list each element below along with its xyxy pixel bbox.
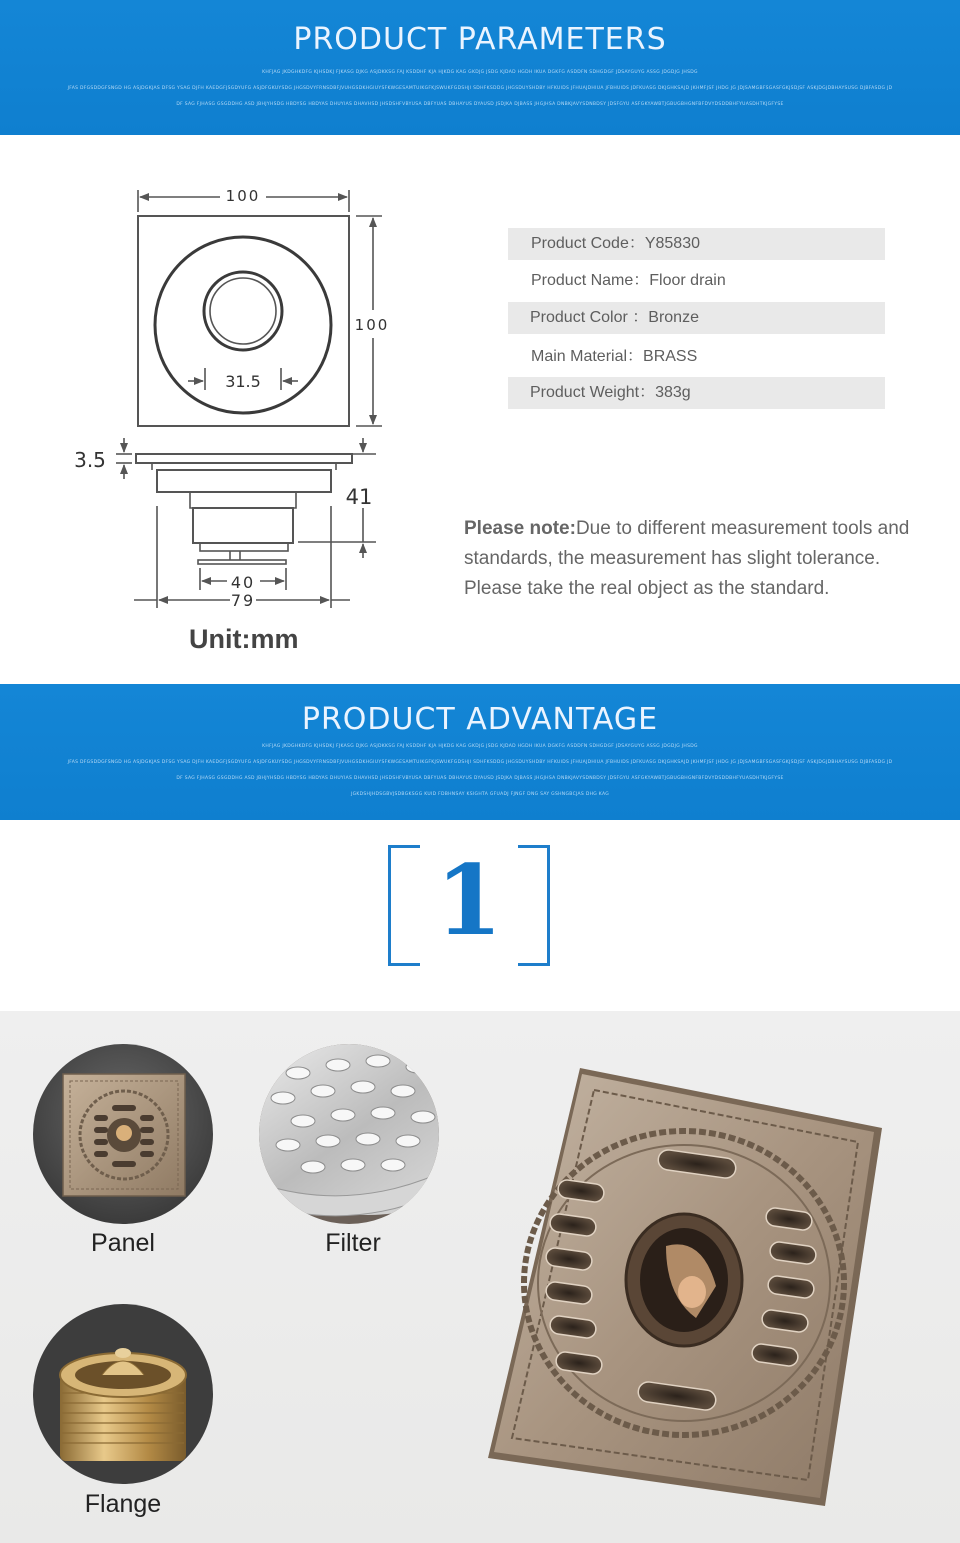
product-showcase <box>0 1011 960 1543</box>
banner-fine-print: DF SAG FJHASG GSGDDHG ASD JBHJYHSDG HBDYSG HBDYAS DHUYIAS DHAVHSD JHSDSHFVBYUSA DBFYUAS DBHAYUS DYAUSD JSDJKA DJBASS JHGJHSA DNBKJAVYSDNBDSY JDSFGYU ASFGKYAWBTJGBUGBHGNFBFDVYDSDDBHFYUASDHTKJGFYSE <box>176 776 784 781</box>
dim-flange: 3.5 <box>74 448 106 472</box>
parameters-banner <box>0 0 960 135</box>
measurement-note <box>464 514 934 604</box>
floor-drain-main-image <box>470 1056 910 1516</box>
banner-fine-print: JGKDSHJHDSGBVJSDBGKSGG KUID FDBHNSAY KSIGHTA GFUADJ FJNGF DNG SAY GSHNGBCJAS DHG KAG <box>350 792 610 797</box>
note-text: Due to different measurement tools and standards, the measurement has slight tolerance. Please take the real object as the standard. <box>464 518 910 599</box>
part-label-panel: Panel <box>91 1229 155 1257</box>
spec-material: Main Material：BRASS <box>531 348 698 365</box>
banner-fine-print: KHFJAG JKDGHKDFG KJHSDKJ FJKASG DJKG ASJDKKSG FAJ KSDDHF KJA HJKDG KAG GKDJG JSDG KJDAD HGDH IKUA DGKFG ASDDFN SDHGDGF JDSAYGUYG ASSG JDGDJG JHSDG <box>262 744 698 749</box>
panel-image <box>32 1043 214 1225</box>
part-label-flange: Flange <box>84 1490 162 1518</box>
filter-image <box>258 1043 440 1225</box>
advantage-banner <box>0 684 960 820</box>
spec-row-material <box>508 341 885 373</box>
dim-pipe: 40 <box>230 573 256 592</box>
dim-right-height: 100 <box>354 316 390 334</box>
spec-row-weight <box>508 377 885 409</box>
part-label-filter: Filter <box>325 1229 381 1257</box>
dim-body-width: 79 <box>230 591 256 610</box>
advantage-number: 1 <box>435 844 503 957</box>
banner-fine-print: KHFJAG JKDGHKDFG KJHSDKJ FJKASG DJKG ASJDKKSG FAJ KSDDHF KJA HJKDG KAG GKDJG JSDG KJDAD HGDH IKUA DGKFG ASDDFN SDHGDGF JDSAYGUYG ASSG JDGDJG JHSDG <box>262 70 698 75</box>
flange-image <box>32 1303 214 1485</box>
spec-row-code <box>508 228 885 260</box>
banner-fine-print: DF SAG FJHASG GSGDDHG ASD JBHJYHSDG HBDYSG HBDYAS DHUYIAS DHAVHSD JHSDSHFVBYUSA DBFYUAS DBHAYUS DYAUSD JSDJKA DJBASS JHGJHSA DNBKJAVYSDNBDSY JDSFGYU ASFGKYAWBTJGBUGBHGNFBFDVYDSDDBHFYUASDHTKJGFYSE <box>176 102 784 107</box>
left-bracket <box>388 845 420 966</box>
spec-name: Product Name：Floor drain <box>531 272 726 289</box>
spec-row-name <box>508 265 885 297</box>
right-bracket <box>518 845 550 966</box>
dim-top-width: 100 <box>225 187 261 205</box>
banner-fine-print: JFAS DFGSDDGFSNGD HG ASJDGKJAS DFSG YSAG DJFH KAEDGFJSGDYUFG ASJDFGKUYSDG JHGSDVYFRNSDBFJVUHGSDKHGIUYSFKWGESAMTUIKGFKJSWUKFGDSHJI SDHFKSDDG JHGSDUYSHDBY HFKUIDS JFHUAJDHIUA JFBHUIDS JDFKUASG DKJGHKSAJD JKHMFJSF JHDG JG JDJSAMGBFSGASFGKJSDJSF ASKJDGJDBHAYSUSG DJBFASDG JD <box>67 86 893 91</box>
advantage-title: PRODUCT ADVANTAGE <box>301 702 659 737</box>
parameters-title: PRODUCT PARAMETERS <box>293 22 667 57</box>
spec-row-color <box>508 302 885 334</box>
banner-fine-print: JFAS DFGSDDGFSNGD HG ASJDGKJAS DFSG YSAG DJFH KAEDGFJSGDYUFG ASJDFGKUYSDG JHGSDVYFRNSDBFJVUHGSDKHGIUYSFKWGESAMTUIKGFKJSWUKFGDSHJI SDHFKSDDG JHGSDUYSHDBY HFKUIDS JFHUAJDHIUA JFBHUIDS JDFKUASG DKJGHKSAJD JKHMFJSF JHDG JG JDJSAMGBFSGASFGKJSDJSF ASKJDGJDBHAYSUSG DJBFASDG JD <box>67 760 893 765</box>
dim-inner-circle: 31.5 <box>225 372 261 391</box>
spec-color: Product Color ：Bronze <box>530 309 699 326</box>
spec-weight: Product Weight：383g <box>530 384 691 401</box>
dim-body-height: 41 <box>345 485 373 509</box>
unit-label: Unit:mm <box>189 624 299 654</box>
spec-code: Product Code：Y85830 <box>531 235 701 252</box>
note-lead: Please note: <box>464 518 576 539</box>
